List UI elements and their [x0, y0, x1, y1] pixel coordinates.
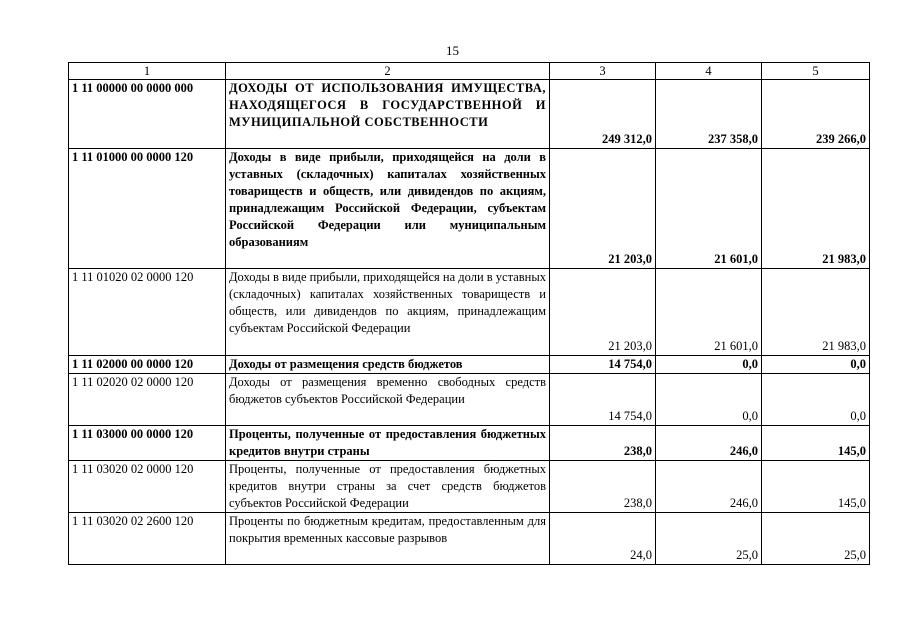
- table-row: [69, 269, 870, 356]
- column-number-row: [69, 63, 870, 80]
- table-row: [69, 513, 870, 565]
- value-col5: 145,0: [762, 426, 870, 461]
- value-col3: 21 203,0: [550, 149, 656, 269]
- table-row: [69, 356, 870, 374]
- revenue-name: Доходы в виде прибыли, приходящейся на доли в уставных (складочных) капиталах хозяйственных товариществ и обществ, или дивидендов по акциям, принадлежащим субъектам Российской Федерации: [226, 269, 550, 356]
- revenue-name: Проценты, полученные от предоставления бюджетных кредитов внутри страны за счет средств бюджетов субъектов Российской Федерации: [226, 461, 550, 513]
- budget-code: 1 11 02000 00 0000 120: [69, 356, 226, 374]
- revenue-table: [68, 62, 870, 565]
- table-row: [69, 426, 870, 461]
- value-col5: 21 983,0: [762, 269, 870, 356]
- revenue-name: Доходы в виде прибыли, приходящейся на доли в уставных (складочных) капиталах хозяйственных товариществ и обществ, или дивидендов по акциям, принадлежащим Российской Федерации, субъектам Российской Федерации или муниципальным образованиям: [226, 149, 550, 269]
- budget-code: 1 11 03020 02 2600 120: [69, 513, 226, 565]
- value-col5: 21 983,0: [762, 149, 870, 269]
- column-header: 2: [226, 63, 550, 80]
- value-col3: 249 312,0: [550, 80, 656, 149]
- value-col4: 246,0: [656, 461, 762, 513]
- value-col5: 25,0: [762, 513, 870, 565]
- value-col4: 21 601,0: [656, 149, 762, 269]
- revenue-name: Проценты по бюджетным кредитам, предоставленным для покрытия временных кассовые разрывов: [226, 513, 550, 565]
- table-row: [69, 149, 870, 269]
- value-col4: 237 358,0: [656, 80, 762, 149]
- value-col3: 24,0: [550, 513, 656, 565]
- value-col3: 238,0: [550, 461, 656, 513]
- revenue-name: ДОХОДЫ ОТ ИСПОЛЬЗОВАНИЯ ИМУЩЕСТВА, НАХОДЯЩЕГОСЯ В ГОСУДАРСТВЕННОЙ И МУНИЦИПАЛЬНОЙ СОБСТВЕННОСТИ: [226, 80, 550, 149]
- value-col3: 14 754,0: [550, 356, 656, 374]
- budget-code: 1 11 03020 02 0000 120: [69, 461, 226, 513]
- value-col3: 14 754,0: [550, 374, 656, 426]
- value-col4: 25,0: [656, 513, 762, 565]
- table-row: [69, 374, 870, 426]
- value-col5: 0,0: [762, 356, 870, 374]
- value-col4: 0,0: [656, 356, 762, 374]
- table-row: [69, 461, 870, 513]
- page-number: 15: [446, 43, 459, 58]
- value-col4: 0,0: [656, 374, 762, 426]
- column-header: 3: [550, 63, 656, 80]
- value-col5: 145,0: [762, 461, 870, 513]
- budget-code: 1 11 00000 00 0000 000: [69, 80, 226, 149]
- value-col4: 21 601,0: [656, 269, 762, 356]
- budget-code: 1 11 01020 02 0000 120: [69, 269, 226, 356]
- column-header: 4: [656, 63, 762, 80]
- column-header: 1: [69, 63, 226, 80]
- table-row: [69, 80, 870, 149]
- column-header: 5: [762, 63, 870, 80]
- value-col5: 0,0: [762, 374, 870, 426]
- revenue-name: Доходы от размещения временно свободных средств бюджетов субъектов Российской Федерации: [226, 374, 550, 426]
- value-col4: 246,0: [656, 426, 762, 461]
- revenue-name: Доходы от размещения средств бюджетов: [226, 356, 550, 374]
- value-col3: 21 203,0: [550, 269, 656, 356]
- budget-code: 1 11 02020 02 0000 120: [69, 374, 226, 426]
- budget-code: 1 11 01000 00 0000 120: [69, 149, 226, 269]
- budget-code: 1 11 03000 00 0000 120: [69, 426, 226, 461]
- value-col3: 238,0: [550, 426, 656, 461]
- value-col5: 239 266,0: [762, 80, 870, 149]
- revenue-name: Проценты, полученные от предоставления бюджетных кредитов внутри страны: [226, 426, 550, 461]
